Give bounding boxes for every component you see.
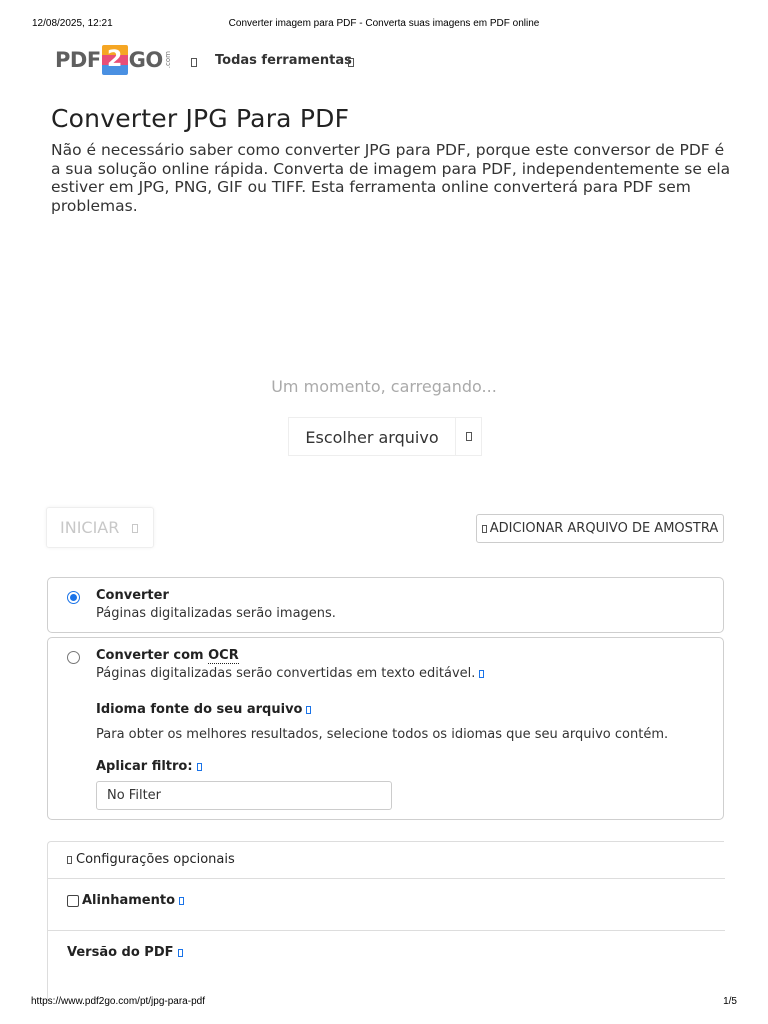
info-icon[interactable] <box>179 897 184 905</box>
alignment-checkbox[interactable] <box>67 895 79 907</box>
settings-icon <box>67 856 72 864</box>
ocr-description-text: Páginas digitalizadas serão convertidas em texto editável. <box>96 666 476 681</box>
ocr-description <box>96 666 484 681</box>
alignment-label-text: Alinhamento <box>82 893 176 908</box>
pdf2go-logo[interactable] <box>55 44 172 76</box>
logo-text-2: 2 <box>102 45 128 75</box>
ocr-abbreviation: OCR <box>208 648 239 663</box>
page-title: Converter JPG Para PDF <box>51 104 350 133</box>
logo-text-com: .com <box>163 51 172 69</box>
option-convert[interactable] <box>47 577 724 633</box>
pdf-version-label <box>67 945 183 960</box>
alignment-row <box>48 879 725 931</box>
pdf-version-label-text: Versão do PDF <box>67 945 174 960</box>
upload-source-dropdown[interactable] <box>456 418 481 455</box>
print-page-number: 1/5 <box>723 996 737 1007</box>
ocr-title-prefix: Converter com <box>96 648 209 663</box>
chevron-down-icon[interactable] <box>348 55 354 68</box>
filter-label <box>96 759 202 774</box>
all-tools-link[interactable]: Todas ferramentas <box>215 53 352 68</box>
add-sample-file-label: ADICIONAR ARQUIVO DE AMOSTRA <box>489 521 719 536</box>
loading-text: Um momento, carregando... <box>271 377 497 396</box>
add-sample-file-button[interactable] <box>476 514 724 543</box>
optional-settings-panel <box>47 841 724 1001</box>
print-url: https://www.pdf2go.com/pt/jpg-para-pdf <box>31 996 205 1007</box>
alignment-label[interactable] <box>82 893 184 908</box>
filter-label-text: Aplicar filtro: <box>96 759 193 774</box>
menu-icon[interactable] <box>191 55 197 68</box>
ocr-radio[interactable] <box>67 651 80 664</box>
arrow-right-icon <box>132 524 138 533</box>
info-icon[interactable] <box>306 706 311 714</box>
optional-settings-header[interactable] <box>48 842 725 879</box>
info-icon[interactable] <box>479 670 484 678</box>
page-intro: Não é necessário saber como converter JPG para PDF, porque este conversor de PDF é a sua solução online rápida. Converta de imagem para PDF, independentemente se ela estiver em JPG, PNG, GIF ou TIFF. Esta ferramenta online converterá para PDF sem problemas. <box>51 141 731 215</box>
info-icon[interactable] <box>197 763 202 771</box>
choose-file-group <box>288 417 482 456</box>
optional-settings-title: Configurações opcionais <box>76 852 235 867</box>
print-date: 12/08/2025, 12:21 <box>32 18 113 29</box>
option-convert-ocr[interactable] <box>47 637 724 820</box>
language-help: Para obter os melhores resultados, selecione todos os idiomas que seu arquivo contém. <box>96 727 669 742</box>
file-icon <box>482 525 487 533</box>
logo-text-go: GO <box>128 48 163 72</box>
start-button[interactable] <box>46 507 154 548</box>
filter-select[interactable]: No Filter <box>96 781 392 810</box>
convert-radio[interactable] <box>67 591 80 604</box>
ocr-title <box>96 648 239 663</box>
convert-description: Páginas digitalizadas serão imagens. <box>96 606 336 621</box>
chevron-down-icon <box>466 432 472 441</box>
start-button-label: INICIAR <box>60 518 120 537</box>
print-footer <box>0 994 768 1008</box>
print-header <box>0 16 768 30</box>
convert-title: Converter <box>96 588 169 603</box>
language-label <box>96 702 311 717</box>
logo-text-pdf: PDF <box>55 48 101 72</box>
choose-file-button[interactable]: Escolher arquivo <box>289 418 456 455</box>
print-page-title: Converter imagem para PDF - Converta suas imagens em PDF online <box>228 18 540 29</box>
language-label-text: Idioma fonte do seu arquivo <box>96 702 303 717</box>
info-icon[interactable] <box>178 949 183 957</box>
